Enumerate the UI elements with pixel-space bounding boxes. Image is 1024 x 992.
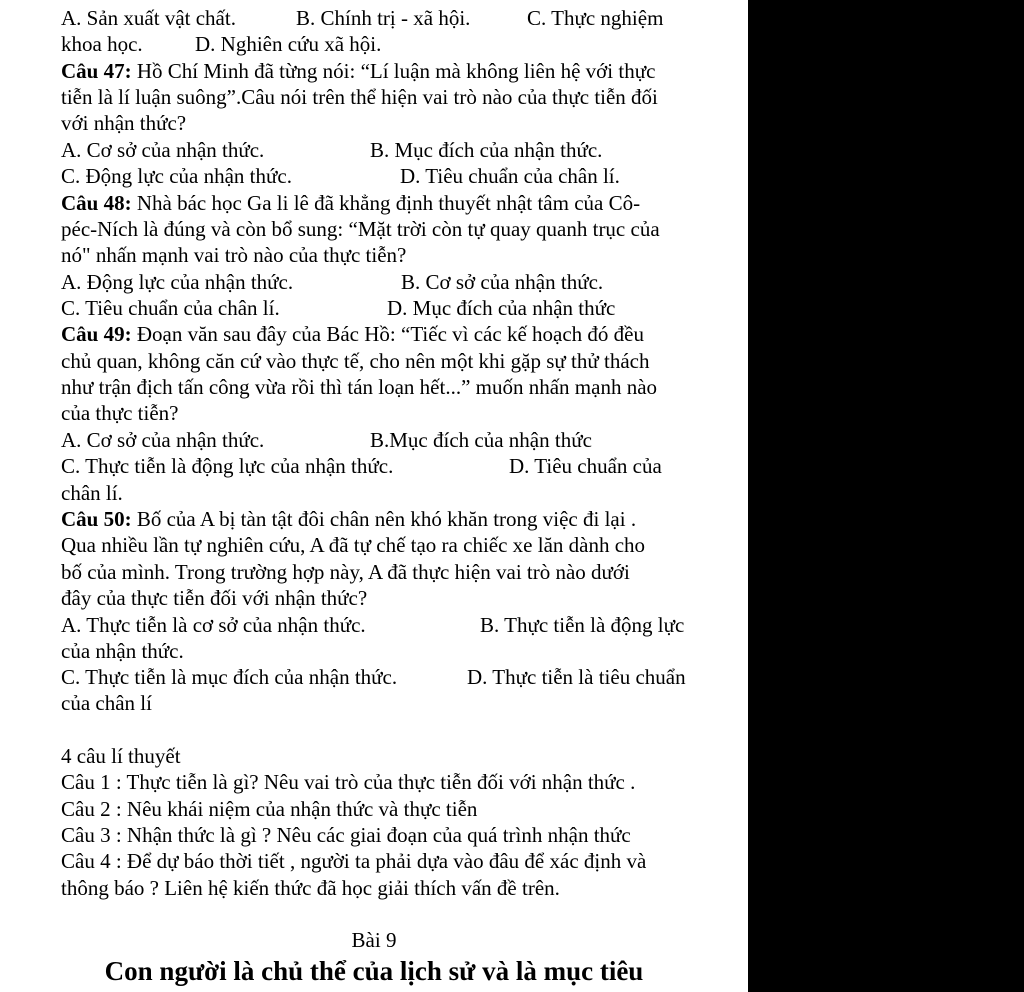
theory-item: thông báo ? Liên hệ kiến thức đã học giải thích vấn đề trên. — [61, 876, 560, 900]
option-b: B. Cơ sở của nhận thức. — [401, 270, 604, 294]
option-a: A. Động lực của nhận thức. — [61, 270, 294, 294]
option-d: D. Mục đích của nhận thức — [387, 296, 616, 320]
option-b: B. Mục đích của nhận thức. — [370, 138, 603, 162]
question-label: Câu 49: — [61, 322, 132, 346]
option-b: B. Chính trị - xã hội. — [296, 6, 471, 30]
question-label: Câu 47: — [61, 59, 132, 83]
theory-item: Câu 2 : Nêu khái niệm của nhận thức và thực tiễn — [61, 797, 478, 821]
question-50-stem: Câu 50: Bố của A bị tàn tật đôi chân nên khó khăn trong việc đi lại . — [61, 507, 637, 531]
lesson-title: Con người là chủ thể của lịch sử và là mục tiêu — [104, 956, 644, 986]
question-47-stem: với nhận thức? — [61, 111, 187, 135]
option-d: D. Nghiên cứu xã hội. — [195, 32, 382, 56]
theory-item: Câu 4 : Để dự báo thời tiết , người ta phải dựa vào đâu để xác định và — [61, 849, 647, 873]
option-a: A. Cơ sở của nhận thức. — [61, 428, 265, 452]
option-c: C. Thực tiễn là mục đích của nhận thức. — [61, 665, 398, 689]
option-b: B. Thực tiễn là động lực — [480, 613, 685, 637]
option-d-continued: chân lí. — [61, 481, 123, 505]
theory-item: Câu 1 : Thực tiễn là gì? Nêu vai trò của thực tiễn đối với nhận thức . — [61, 770, 636, 794]
question-50-stem: Qua nhiều lần tự nghiên cứu, A đã tự chế tạo ra chiếc xe lăn dành cho — [61, 533, 646, 557]
question-50-stem: đây của thực tiễn đối với nhận thức? — [61, 586, 368, 610]
option-a: A. Sản xuất vật chất. — [61, 6, 236, 30]
question-49-stem: như trận địch tấn công vừa rồi thì tán loạn hết...” muốn nhấn mạnh nào — [61, 375, 658, 399]
question-label: Câu 48: — [61, 191, 132, 215]
question-47-stem: Câu 47: Hồ Chí Minh đã từng nói: “Lí luận mà không liên hệ với thực — [61, 59, 656, 83]
option-c: C. Thực tiễn là động lực của nhận thức. — [61, 454, 394, 478]
option-a: A. Thực tiễn là cơ sở của nhận thức. — [61, 613, 366, 637]
question-49-stem: của thực tiễn? — [61, 401, 179, 425]
lesson-number: Bài 9 — [351, 928, 397, 952]
option-c: C. Thực nghiệm — [527, 6, 664, 30]
question-label: Câu 50: — [61, 507, 132, 531]
theory-item: Câu 3 : Nhận thức là gì ? Nêu các giai đoạn của quá trình nhận thức — [61, 823, 631, 847]
option-d: D. Tiêu chuẩn của chân lí. — [400, 164, 620, 188]
option-c: C. Động lực của nhận thức. — [61, 164, 292, 188]
option-b: B.Mục đích của nhận thức — [370, 428, 592, 452]
question-48-stem: péc-Ních là đúng và còn bổ sung: “Mặt trời còn tự quay quanh trục của — [61, 217, 660, 241]
theory-heading: 4 câu lí thuyết — [61, 744, 181, 768]
option-d-continued: của chân lí — [61, 691, 152, 715]
option-b-continued: của nhận thức. — [61, 639, 184, 663]
question-48-stem: Câu 48: Nhà bác học Ga li lê đã khẳng định thuyết nhật tâm của Cô- — [61, 191, 641, 215]
question-49-stem: Câu 49: Đoạn văn sau đây của Bác Hồ: “Tiếc vì các kế hoạch đó đều — [61, 322, 644, 346]
option-d: D. Tiêu chuẩn của — [509, 454, 662, 478]
option-c-continued: khoa học. — [61, 32, 143, 56]
option-a: A. Cơ sở của nhận thức. — [61, 138, 265, 162]
question-48-stem: nó" nhấn mạnh vai trò nào của thực tiễn? — [61, 243, 407, 267]
option-c: C. Tiêu chuẩn của chân lí. — [61, 296, 280, 320]
question-50-stem: bố của mình. Trong trường hợp này, A đã thực hiện vai trò nào dưới — [61, 560, 630, 584]
question-49-stem: chủ quan, không căn cứ vào thực tế, cho nên một khi gặp sự thử thách — [61, 349, 650, 373]
question-47-stem: tiễn là lí luận suông”.Câu nói trên thể hiện vai trò nào của thực tiễn đối — [61, 85, 658, 109]
option-d: D. Thực tiễn là tiêu chuẩn — [467, 665, 686, 689]
